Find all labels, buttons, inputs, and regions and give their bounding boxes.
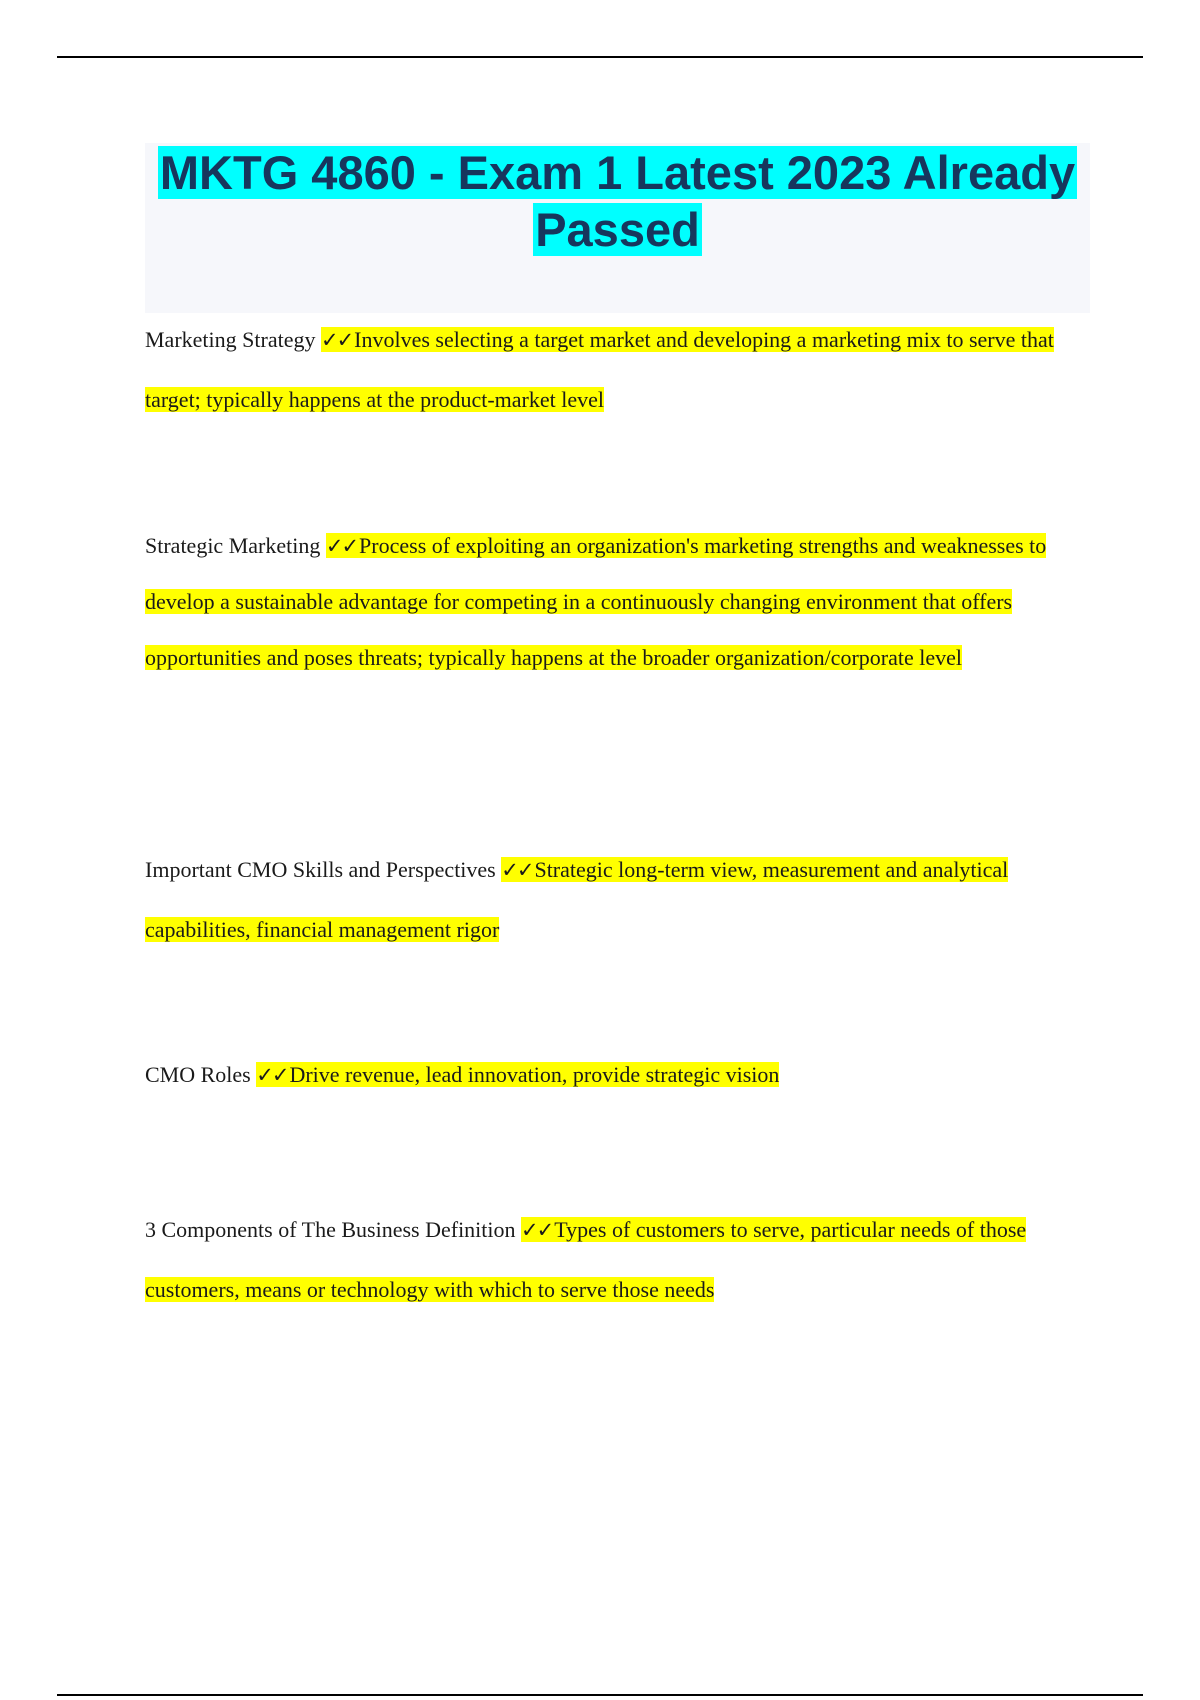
entry-definition-text: Types of customers to serve, particular needs of those customers, means or technology with which to serve those needs [145, 1217, 1027, 1302]
double-check-icon: ✓✓ [320, 328, 353, 352]
entry-cmo-roles [145, 1045, 1075, 1105]
entry-term: Marketing Strategy [145, 327, 316, 352]
entry-definition-text: Drive revenue, lead innovation, provide strategic vision [289, 1062, 780, 1087]
entry-strategic-marketing [145, 518, 1075, 686]
title-block [145, 143, 1090, 313]
entry-term: Important CMO Skills and Perspectives [145, 857, 496, 882]
double-check-icon: ✓✓ [325, 534, 358, 558]
entry-marketing-strategy [145, 310, 1075, 430]
entry-definition [256, 1062, 779, 1087]
double-check-icon: ✓✓ [521, 1218, 553, 1242]
double-check-icon: ✓✓ [256, 1063, 288, 1087]
entry-cmo-skills [145, 840, 1075, 960]
entry-term: 3 Components of The Business Definition [145, 1217, 516, 1242]
document-title: MKTG 4860 - Exam 1 Latest 2023 Already Passed [159, 146, 1076, 256]
entry-term: CMO Roles [145, 1062, 251, 1087]
entry-definition-text: Process of exploiting an organization's marketing strengths and weaknesses to develop a sustainable advantage for competing in a continuously changing environment that offers opportunities and poses threats; typically happens at the broader organization/corporate level [145, 533, 1047, 670]
header-rule [57, 56, 1143, 58]
footer-rule [57, 1694, 1143, 1696]
entry-definition-text: Strategic long-term view, measurement and analytical capabilities, financial management rigor [145, 857, 1009, 942]
entry-definition-text: Involves selecting a target market and developing a marketing mix to serve that target; typically happens at the product-market level [145, 327, 1054, 412]
entry-business-definition [145, 1200, 1075, 1320]
entry-term: Strategic Marketing [145, 533, 321, 558]
double-check-icon: ✓✓ [501, 858, 533, 882]
